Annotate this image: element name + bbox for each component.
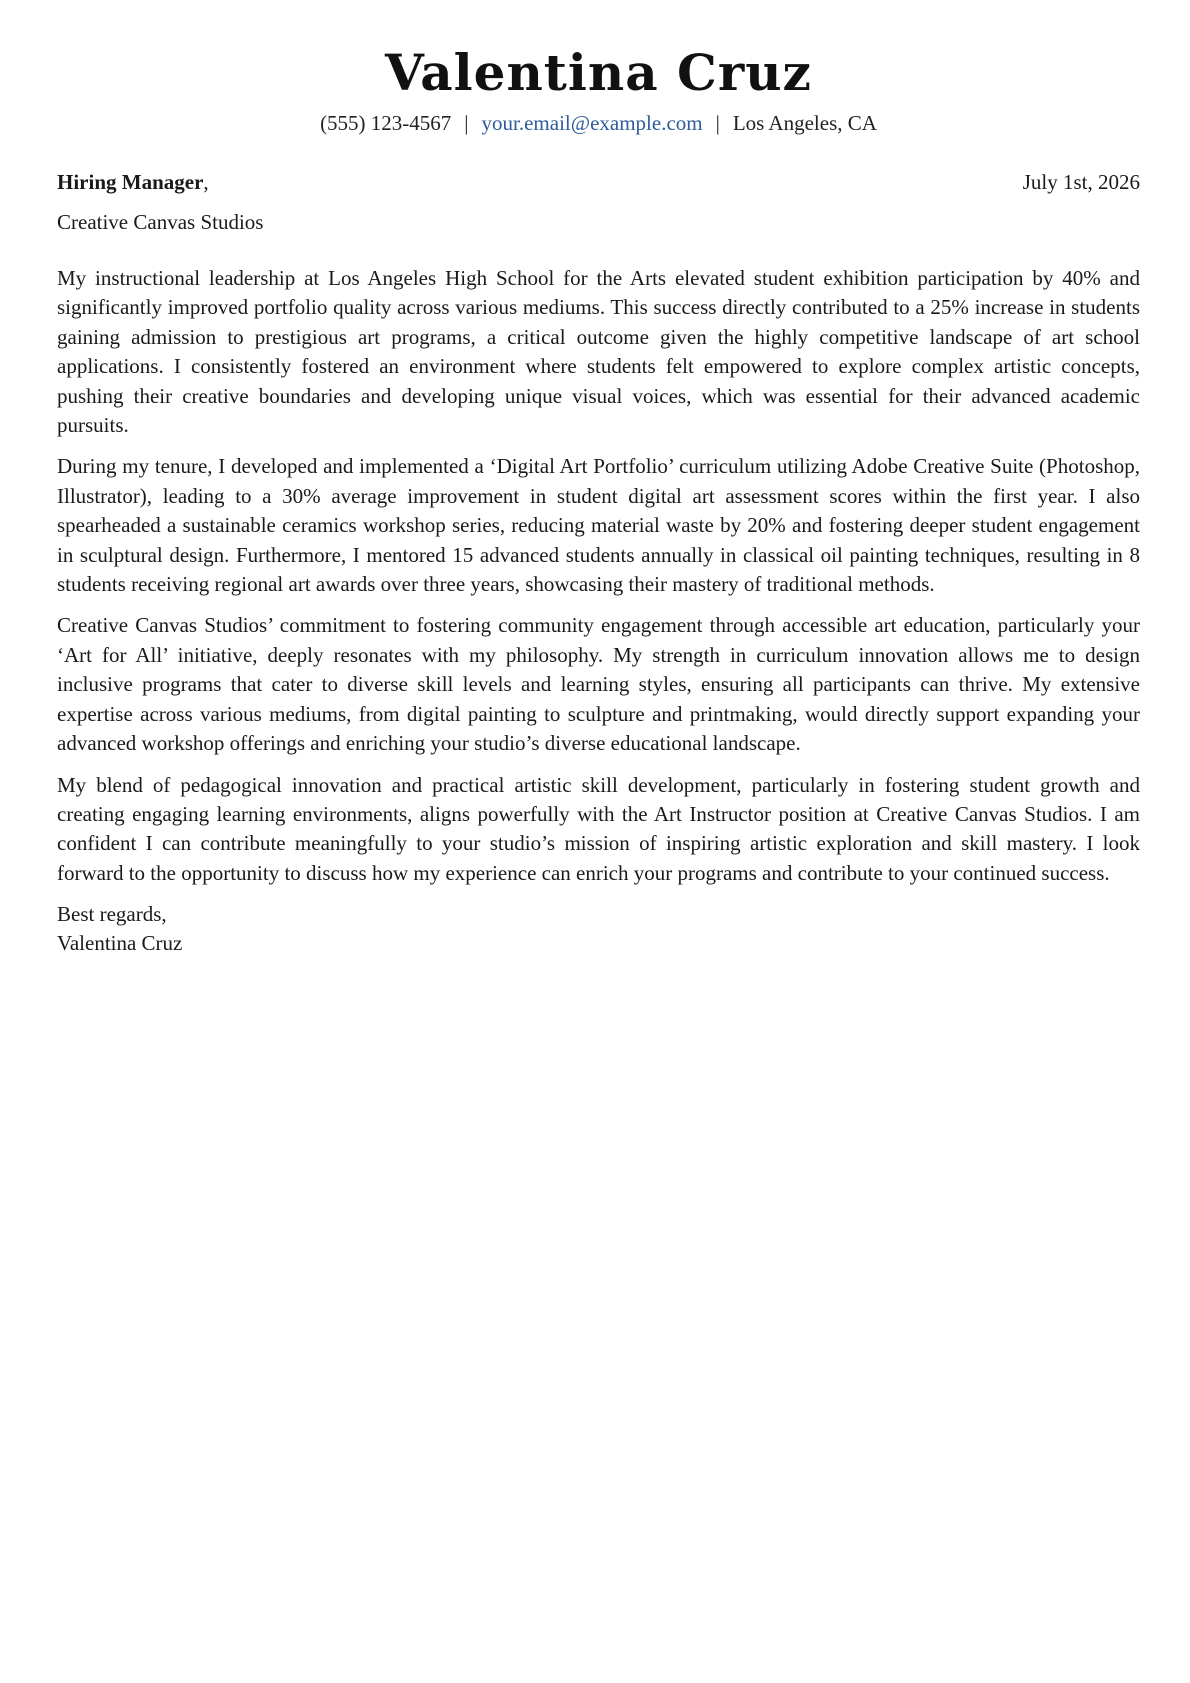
closing-signature: Valentina Cruz (57, 931, 183, 956)
recipient-company: Creative Canvas Studios (57, 210, 264, 234)
applicant-name: Valentina Cruz (385, 43, 812, 102)
recipient-name: Hiring Manager (57, 170, 204, 194)
contact-line (57, 110, 1140, 136)
phone-number: (555) 123-4567 (320, 111, 452, 135)
contact-separator: | (715, 111, 720, 135)
body-paragraph: Creative Canvas Studios’ commitment to fostering community engagement through accessible art education, particularly your ‘Art for All’ initiative, deeply resonates with my philosophy. My strength in curriculum innovation allows me to design inclusive programs that cater to diverse skill levels and learning styles, ensuring all participants can thrive. My extensive expertise across various mediums, from digital painting to sculpture and printmaking, would directly support expanding your advanced workshop offerings and enriching your studio’s diverse educational landscape. (57, 613, 1140, 756)
body-paragraph: During my tenure, I developed and implemented a ‘Digital Art Portfolio’ curriculum utilizing Adobe Creative Suite (Photoshop, Illustrator), leading to a 30% average improvement in student digital art assessment scores within the first year. I also spearheaded a sustainable ceramics workshop series, reducing material waste by 20% and fostering deeper student engagement in sculptural design. Furthermore, I mentored 15 advanced students annually in classical oil painting techniques, resulting in 8 students receiving regional art awards over three years, showcasing their mastery of traditional methods. (57, 454, 1140, 597)
letter-closing (57, 900, 1140, 958)
body-paragraph: My instructional leadership at Los Angeles High School for the Arts elevated student exhibition participation by 40% and significantly improved portfolio quality across various mediums. This success directly contributed to a 25% increase in students gaining admission to prestigious art programs, a critical outcome given the highly competitive landscape of art school applications. I consistently fostered an environment where students felt empowered to explore complex artistic concepts, pushing their creative boundaries and developing unique visual voices, which was essential for their advanced academic pursuits. (57, 266, 1140, 438)
recipient-line (57, 168, 209, 196)
closing-salutation: Best regards, (57, 902, 167, 927)
recipient-name-suffix: , (203, 170, 209, 194)
letter-body (57, 264, 1140, 888)
cover-letter (57, 40, 1140, 958)
contact-separator: | (464, 111, 469, 135)
body-paragraph: My blend of pedagogical innovation and practical artistic skill development, particularly in fostering student growth and creating engaging learning environments, aligns powerfully with the Art Instructor position at Creative Canvas Studios. I am confident I can contribute meaningfully to your studio’s mission of inspiring artistic exploration and skill mastery. I look forward to the opportunity to discuss how my experience can enrich your programs and contribute to your continued success. (57, 772, 1140, 885)
location: Los Angeles, CA (732, 111, 877, 135)
recipient-date-row (57, 168, 1140, 196)
email-link[interactable]: your.email@example.com (481, 111, 703, 135)
letter-date: July 1st, 2026 (1022, 170, 1140, 194)
